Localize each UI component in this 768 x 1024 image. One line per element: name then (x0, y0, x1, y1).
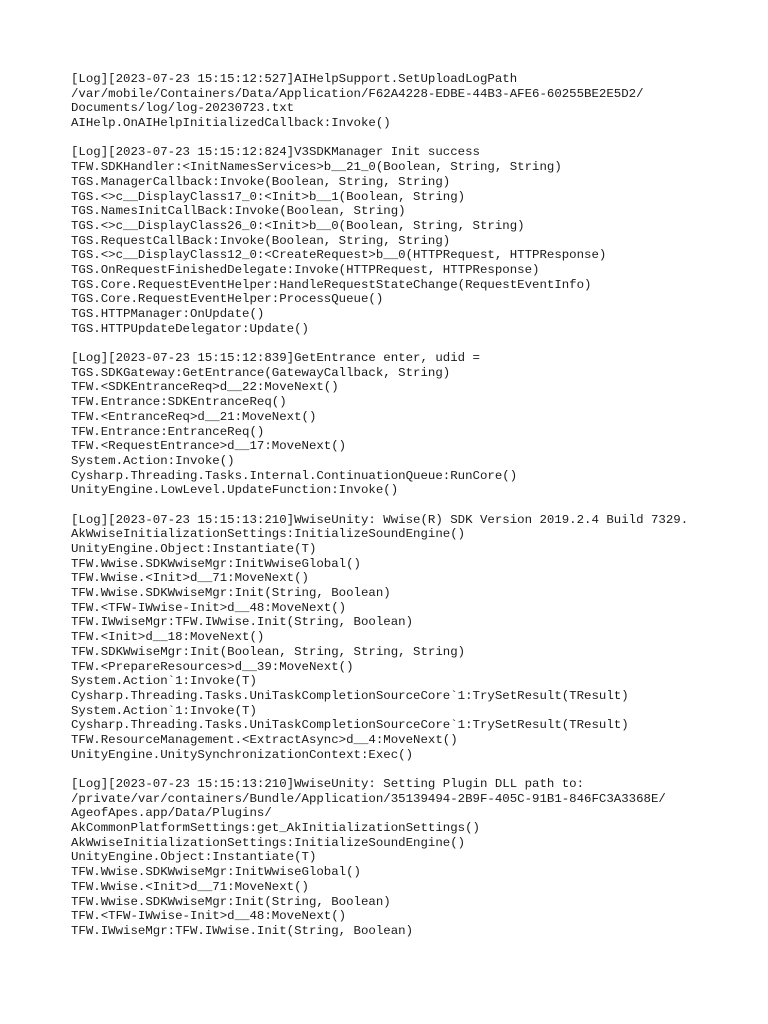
log-line: TGS.Core.RequestEventHelper:HandleRequestStateChange(RequestEventInfo) (71, 277, 592, 292)
log-line: [Log][2023-07-23 15:15:12:824]V3SDKManager Init success (71, 145, 480, 160)
log-line: TGS.HTTPUpdateDelegator:Update() (71, 321, 309, 336)
log-line: [Log][2023-07-23 15:15:12:527]AIHelpSupport.SetUploadLogPath (71, 72, 518, 86)
log-line: System.Action`1:Invoke(T) (71, 703, 257, 718)
log-entry-aihelp-upload-path (71, 72, 751, 131)
log-line: TGS.Core.RequestEventHelper:ProcessQueue() (71, 292, 384, 307)
log-entry-v3sdk-init (71, 145, 751, 336)
log-line: TGS.RequestCallBack:Invoke(Boolean, String, String) (71, 233, 451, 248)
log-line: /var/mobile/Containers/Data/Application/F62A4228-EDBE-44B3-AFE6-60255BE2E5D2/ (71, 86, 644, 101)
log-line: UnityEngine.Object:Instantiate(T) (71, 850, 317, 865)
log-line: [Log][2023-07-23 15:15:13:210]WwiseUnity: Setting Plugin DLL path to: (71, 777, 585, 791)
log-line: TFW.<PrepareResources>d__39:MoveNext() (71, 659, 354, 674)
log-line: AkCommonPlatformSettings:get_AkInitializationSettings() (71, 821, 480, 836)
log-document (71, 72, 751, 953)
log-line: TGS.ManagerCallback:Invoke(Boolean, String, String) (71, 174, 451, 189)
log-line: TFW.Wwise.SDKWwiseMgr:InitWwiseGlobal() (71, 865, 361, 880)
log-line: UnityEngine.LowLevel.UpdateFunction:Invoke() (71, 483, 399, 498)
log-entry-wwise-sdk-version (71, 513, 751, 763)
log-line: TFW.<TFW-IWwise-Init>d__48:MoveNext() (71, 909, 347, 924)
log-line: Cysharp.Threading.Tasks.UniTaskCompletionSourceCore`1:TrySetResult(TResult) (71, 688, 629, 703)
log-line: TGS.<>c__DisplayClass26_0:<Init>b__0(Boolean, String, String) (71, 218, 525, 233)
log-line: TGS.OnRequestFinishedDelegate:Invoke(HTTPRequest, HTTPResponse) (71, 262, 540, 277)
log-line: AkWwiseInitializationSettings:InitializeSoundEngine() (71, 527, 466, 542)
log-line: UnityEngine.UnitySynchronizationContext:Exec() (71, 747, 414, 762)
log-line: TFW.Wwise.SDKWwiseMgr:InitWwiseGlobal() (71, 556, 361, 571)
log-line: TFW.IWwiseMgr:TFW.IWwise.Init(String, Boolean) (71, 615, 414, 630)
log-line: TFW.IWwiseMgr:TFW.IWwise.Init(String, Boolean) (71, 923, 414, 938)
log-line: TGS.NamesInitCallBack:Invoke(Boolean, String) (71, 204, 406, 219)
log-line: UnityEngine.Object:Instantiate(T) (71, 542, 317, 556)
log-line: Documents/log/log-20230723.txt (71, 101, 295, 116)
log-line: TFW.<RequestEntrance>d__17:MoveNext() (71, 439, 347, 454)
log-line: System.Action:Invoke() (71, 453, 235, 468)
log-line: AIHelp.OnAIHelpInitializedCallback:Invoke() (71, 116, 391, 131)
log-line: [Log][2023-07-23 15:15:13:210]WwiseUnity: Wwise(R) SDK Version 2019.2.4 Build 7329. (71, 512, 689, 527)
log-entry-wwise-plugin-path (71, 777, 751, 939)
log-line: TFW.SDKHandler:<InitNamesServices>b__21_0(Boolean, String, String) (71, 160, 562, 175)
log-line: /private/var/containers/Bundle/Application/35139494-2B9F-405C-91B1-846FC3A3368E/ (71, 791, 666, 806)
log-line: TFW.Wwise.SDKWwiseMgr:Init(String, Boolean) (71, 894, 391, 909)
log-line: Cysharp.Threading.Tasks.Internal.ContinuationQueue:RunCore() (71, 468, 518, 483)
log-line: TFW.<Init>d__18:MoveNext() (71, 630, 265, 645)
log-line: TFW.Wwise.<Init>d__71:MoveNext() (71, 879, 309, 894)
log-line: Cysharp.Threading.Tasks.UniTaskCompletionSourceCore`1:TrySetResult(TResult) (71, 718, 629, 733)
log-line: TFW.Wwise.SDKWwiseMgr:Init(String, Boolean) (71, 586, 391, 601)
log-line: TGS.<>c__DisplayClass17_0:<Init>b__1(Boolean, String) (71, 189, 466, 204)
log-line: TFW.ResourceManagement.<ExtractAsync>d__4:MoveNext() (71, 732, 458, 747)
log-line: System.Action`1:Invoke(T) (71, 674, 257, 689)
log-line: TFW.<SDKEntranceReq>d__22:MoveNext() (71, 380, 339, 395)
log-line: TFW.Entrance:EntranceReq() (71, 424, 265, 439)
log-line: TGS.HTTPManager:OnUpdate() (71, 307, 265, 321)
log-line: [Log][2023-07-23 15:15:12:839]GetEntrance enter, udid = (71, 351, 480, 366)
log-line: TFW.Entrance:SDKEntranceReq() (71, 395, 287, 410)
log-line: TFW.Wwise.<Init>d__71:MoveNext() (71, 571, 309, 586)
log-line: TGS.<>c__DisplayClass12_0:<CreateRequest>b__0(HTTPRequest, HTTPResponse) (71, 248, 607, 263)
log-line: TFW.SDKWwiseMgr:Init(Boolean, String, String, String) (71, 644, 466, 659)
log-line: AgeofApes.app/Data/Plugins/ (71, 806, 272, 821)
log-entry-get-entrance (71, 351, 751, 498)
log-line: TFW.<TFW-IWwise-Init>d__48:MoveNext() (71, 600, 347, 615)
log-line: TGS.SDKGateway:GetEntrance(GatewayCallback, String) (71, 365, 451, 380)
log-line: TFW.<EntranceReq>d__21:MoveNext() (71, 409, 317, 424)
log-line: AkWwiseInitializationSettings:InitializeSoundEngine() (71, 835, 466, 850)
